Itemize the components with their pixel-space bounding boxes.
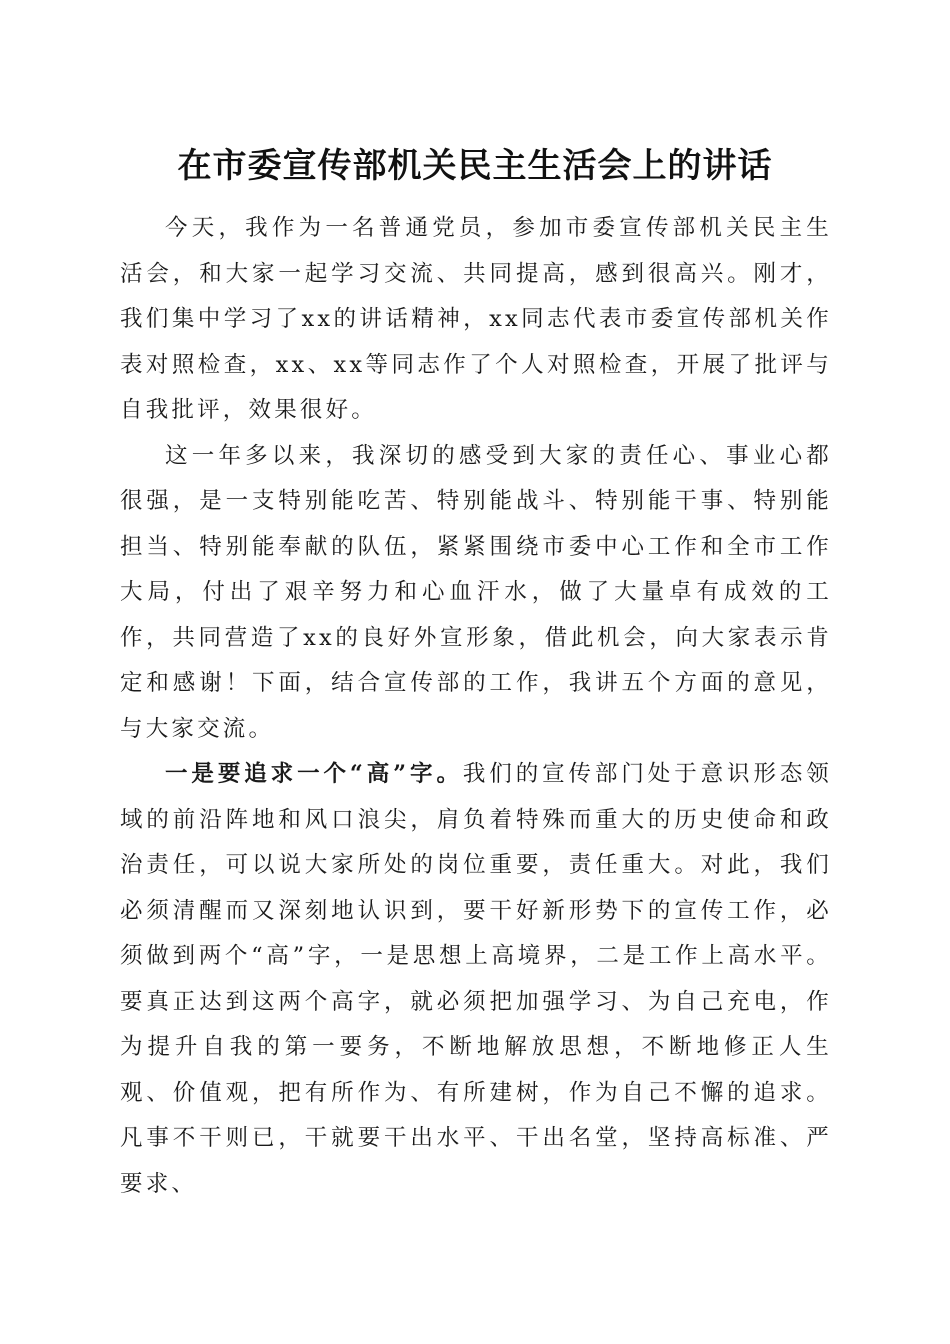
paragraph-3-lead: 一是要追求一个“高”字。 xyxy=(165,761,463,787)
paragraph-3 xyxy=(120,752,832,1207)
document-title: 在市委宣传部机关民主生活会上的讲话 xyxy=(177,146,773,186)
paragraph-2-text: 这一年多以来，我深切的感受到大家的责任心、事业心都很强，是一支特别能吃苦、特别能战斗、特别能干事、特别能担当、特别能奉献的队伍，紧紧围绕市委中心工作和全市工作大局，付出了艰辛努力和心血汗水，做了大量卓有成效的工作，共同营造了xx的良好外宣形象，借此机会，向大家表示肯定和感谢！下面，结合宣传部的工作，我讲五个方面的意见，与大家交流。 xyxy=(120,442,832,742)
paragraph-2 xyxy=(120,434,832,753)
paragraph-3-text: 我们的宣传部门处于意识形态领域的前沿阵地和风口浪尖，肩负着特殊而重大的历史使命和政治责任，可以说大家所处的岗位重要，责任重大。对此，我们必须清醒而又深刻地认识到，要干好新形势下的宣传工作，必须做到两个“高”字，一是思想上高境界，二是工作上高水平。要真正达到这两个高字，就必须把加强学习、为自己充电，作为提升自我的第一要务，不断地解放思想，不断地修正人生观、价值观，把有所作为、有所建树，作为自己不懈的追求。凡事不干则已，干就要干出水平、干出名堂，坚持高标准、严要求、 xyxy=(120,761,832,1197)
document-body xyxy=(120,206,832,1207)
paragraph-1 xyxy=(120,206,832,434)
paragraph-1-text: 今天，我作为一名普通党员，参加市委宣传部机关民主生活会，和大家一起学习交流、共同提高，感到很高兴。刚才，我们集中学习了xx的讲话精神，xx同志代表市委宣传部机关作表对照检查，xx、xx等同志作了个人对照检查，开展了批评与自我批评，效果很好。 xyxy=(120,215,832,423)
